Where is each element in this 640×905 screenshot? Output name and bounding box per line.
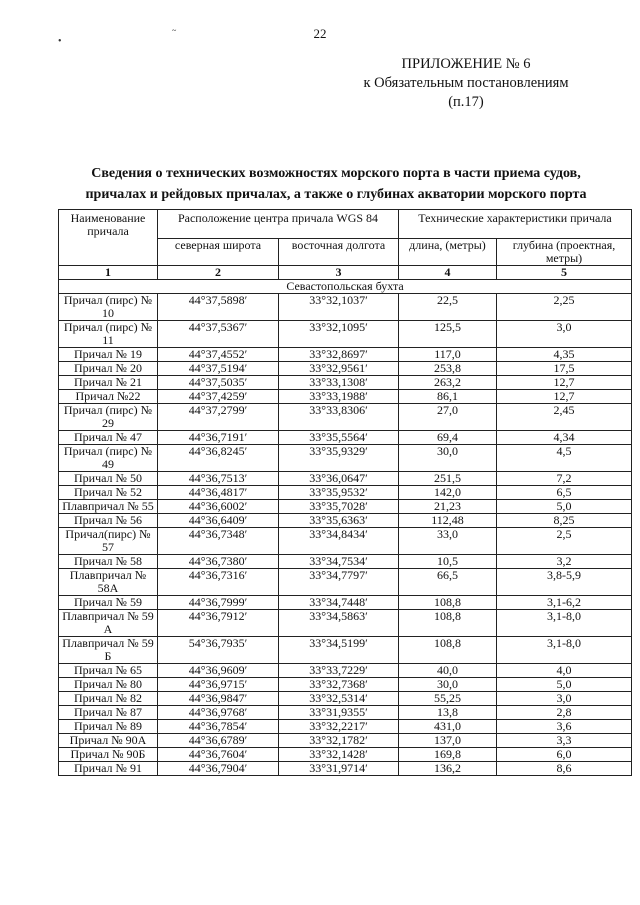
berths-table (58, 209, 632, 776)
latitude: 44°37,5035′ (158, 376, 279, 390)
table-row (59, 692, 632, 706)
berth-name: Причал № 19 (59, 348, 158, 362)
length: 27,0 (399, 404, 497, 431)
berth-name: Причал (пирс) № 49 (59, 445, 158, 472)
header-length: длина, (метры) (399, 239, 497, 266)
depth: 3,6 (497, 720, 632, 734)
scan-speck: ~ (172, 26, 177, 35)
longitude: 33°31,9714′ (279, 762, 399, 776)
depth: 4,5 (497, 445, 632, 472)
berth-name: Причал № 58 (59, 555, 158, 569)
depth: 4,35 (497, 348, 632, 362)
section-heading: Севастопольская бухта (59, 280, 632, 294)
longitude: 33°32,9561′ (279, 362, 399, 376)
berth-name: Причал № 65 (59, 664, 158, 678)
longitude: 33°34,7797′ (279, 569, 399, 596)
berth-name: Причал № 82 (59, 692, 158, 706)
title-line-1: Сведения о технических возможностях морского порта в части приема судов, (91, 166, 581, 181)
length: 125,5 (399, 321, 497, 348)
berth-name: Причал №22 (59, 390, 158, 404)
berth-name: Причал № 90А (59, 734, 158, 748)
longitude: 33°35,9532′ (279, 486, 399, 500)
berth-name: Причал № 52 (59, 486, 158, 500)
column-number: 2 (158, 266, 279, 280)
depth: 3,0 (497, 321, 632, 348)
depth: 12,7 (497, 390, 632, 404)
table-row (59, 706, 632, 720)
longitude: 33°35,9329′ (279, 445, 399, 472)
table-row (59, 596, 632, 610)
berth-name: Причал № 20 (59, 362, 158, 376)
berth-name: Причал № 21 (59, 376, 158, 390)
longitude: 33°33,7229′ (279, 664, 399, 678)
depth: 3,0 (497, 692, 632, 706)
column-number: 1 (59, 266, 158, 280)
longitude: 33°34,8434′ (279, 528, 399, 555)
table-row (59, 445, 632, 472)
latitude: 44°36,7999′ (158, 596, 279, 610)
berth-name: Причал № 89 (59, 720, 158, 734)
length: 108,8 (399, 610, 497, 637)
length: 108,8 (399, 637, 497, 664)
table-row (59, 514, 632, 528)
length: 169,8 (399, 748, 497, 762)
latitude: 44°36,7854′ (158, 720, 279, 734)
length: 40,0 (399, 664, 497, 678)
length: 69,4 (399, 431, 497, 445)
berth-name: Причал № 91 (59, 762, 158, 776)
length: 251,5 (399, 472, 497, 486)
table-row (59, 404, 632, 431)
latitude: 44°36,4817′ (158, 486, 279, 500)
longitude: 33°34,7448′ (279, 596, 399, 610)
length: 86,1 (399, 390, 497, 404)
depth: 3,3 (497, 734, 632, 748)
table-row (59, 486, 632, 500)
latitude: 44°36,7191′ (158, 431, 279, 445)
length: 142,0 (399, 486, 497, 500)
table-row (59, 637, 632, 664)
berth-name: Причал(пирс) № 57 (59, 528, 158, 555)
depth: 2,45 (497, 404, 632, 431)
latitude: 44°36,7912′ (158, 610, 279, 637)
length: 10,5 (399, 555, 497, 569)
latitude: 44°37,5898′ (158, 294, 279, 321)
latitude: 44°36,7316′ (158, 569, 279, 596)
length: 13,8 (399, 706, 497, 720)
berth-name: Причал (пирс) № 10 (59, 294, 158, 321)
length: 117,0 (399, 348, 497, 362)
latitude: 44°37,4552′ (158, 348, 279, 362)
annex-subtitle: к Обязательным постановлениям (363, 75, 569, 91)
header-depth: глубина (проектная, метры) (497, 239, 632, 266)
length: 431,0 (399, 720, 497, 734)
berth-name: Причал № 56 (59, 514, 158, 528)
table-row (59, 348, 632, 362)
title-line-2: причалах и рейдовых причалах, а также о глубинах акватории морского порта (85, 187, 587, 202)
latitude: 44°36,7380′ (158, 555, 279, 569)
latitude: 44°36,7513′ (158, 472, 279, 486)
latitude: 44°36,8245′ (158, 445, 279, 472)
berth-name: Плавпричал № 59 А (59, 610, 158, 637)
table-row (59, 720, 632, 734)
depth: 5,0 (497, 500, 632, 514)
table-row (59, 500, 632, 514)
table-row (59, 610, 632, 637)
longitude: 33°35,6363′ (279, 514, 399, 528)
header-lat: северная широта (158, 239, 279, 266)
header-specs: Технические характеристики причала (399, 210, 632, 239)
table-row (59, 678, 632, 692)
page-number: 22 (313, 26, 327, 41)
berth-name: Причал (пирс) № 11 (59, 321, 158, 348)
latitude: 44°36,6789′ (158, 734, 279, 748)
length: 108,8 (399, 596, 497, 610)
berth-name: Причал № 59 (59, 596, 158, 610)
latitude: 44°37,2799′ (158, 404, 279, 431)
latitude: 44°36,9768′ (158, 706, 279, 720)
depth: 12,7 (497, 376, 632, 390)
table-row (59, 376, 632, 390)
table-row (59, 569, 632, 596)
column-number: 5 (497, 266, 632, 280)
longitude: 33°33,8306′ (279, 404, 399, 431)
berth-name: Причал № 90Б (59, 748, 158, 762)
depth: 2,8 (497, 706, 632, 720)
table-row (59, 734, 632, 748)
table-row (59, 762, 632, 776)
length: 136,2 (399, 762, 497, 776)
longitude: 33°36,0647′ (279, 472, 399, 486)
latitude: 44°37,4259′ (158, 390, 279, 404)
latitude: 44°36,7904′ (158, 762, 279, 776)
latitude: 44°36,9609′ (158, 664, 279, 678)
latitude: 44°37,5367′ (158, 321, 279, 348)
latitude: 44°36,7348′ (158, 528, 279, 555)
longitude: 33°32,1095′ (279, 321, 399, 348)
longitude: 33°34,5863′ (279, 610, 399, 637)
depth: 3,8-5,9 (497, 569, 632, 596)
table-row (59, 362, 632, 376)
depth: 6,5 (497, 486, 632, 500)
berth-name: Причал № 47 (59, 431, 158, 445)
length: 22,5 (399, 294, 497, 321)
depth: 4,0 (497, 664, 632, 678)
length: 30,0 (399, 678, 497, 692)
latitude: 44°36,9715′ (158, 678, 279, 692)
depth: 8,6 (497, 762, 632, 776)
depth: 7,2 (497, 472, 632, 486)
depth: 2,25 (497, 294, 632, 321)
longitude: 33°32,1782′ (279, 734, 399, 748)
scan-speck: • (58, 36, 62, 47)
longitude: 33°32,7368′ (279, 678, 399, 692)
document-title (48, 163, 624, 205)
longitude: 33°32,5314′ (279, 692, 399, 706)
table-row (59, 555, 632, 569)
header-location: Расположение центра причала WGS 84 (158, 210, 399, 239)
berth-name: Причал № 87 (59, 706, 158, 720)
length: 112,48 (399, 514, 497, 528)
berth-name: Причал № 80 (59, 678, 158, 692)
longitude: 33°35,5564′ (279, 431, 399, 445)
depth: 17,5 (497, 362, 632, 376)
longitude: 33°33,1308′ (279, 376, 399, 390)
longitude: 33°33,1988′ (279, 390, 399, 404)
latitude: 44°36,6409′ (158, 514, 279, 528)
depth: 2,5 (497, 528, 632, 555)
length: 33,0 (399, 528, 497, 555)
header-lon: восточная долгота (279, 239, 399, 266)
latitude: 44°36,6002′ (158, 500, 279, 514)
longitude: 33°32,8697′ (279, 348, 399, 362)
table-row (59, 321, 632, 348)
latitude: 44°36,9847′ (158, 692, 279, 706)
depth: 3,1-6,2 (497, 596, 632, 610)
longitude: 33°32,1428′ (279, 748, 399, 762)
depth: 3,2 (497, 555, 632, 569)
table-row (59, 472, 632, 486)
table-row (59, 748, 632, 762)
longitude: 33°34,7534′ (279, 555, 399, 569)
longitude: 33°32,1037′ (279, 294, 399, 321)
header-name: Наименование причала (59, 210, 158, 266)
depth: 5,0 (497, 678, 632, 692)
longitude: 33°35,7028′ (279, 500, 399, 514)
length: 30,0 (399, 445, 497, 472)
depth: 6,0 (497, 748, 632, 762)
depth: 4,34 (497, 431, 632, 445)
length: 21,23 (399, 500, 497, 514)
column-number: 3 (279, 266, 399, 280)
berth-name: Причал № 50 (59, 472, 158, 486)
table-row (59, 294, 632, 321)
table-row (59, 664, 632, 678)
latitude: 44°37,5194′ (158, 362, 279, 376)
length: 253,8 (399, 362, 497, 376)
depth: 3,1-8,0 (497, 610, 632, 637)
depth: 3,1-8,0 (497, 637, 632, 664)
table-body (59, 280, 632, 776)
table-row (59, 528, 632, 555)
depth: 8,25 (497, 514, 632, 528)
berth-name: Плавпричал № 58А (59, 569, 158, 596)
longitude: 33°32,2217′ (279, 720, 399, 734)
table-row (59, 390, 632, 404)
column-number: 4 (399, 266, 497, 280)
length: 137,0 (399, 734, 497, 748)
latitude: 54°36,7935′ (158, 637, 279, 664)
annex-paragraph: (п.17) (448, 94, 484, 110)
longitude: 33°34,5199′ (279, 637, 399, 664)
berth-name: Причал (пирс) № 29 (59, 404, 158, 431)
berth-name: Плавпричал № 59 Б (59, 637, 158, 664)
latitude: 44°36,7604′ (158, 748, 279, 762)
table-row (59, 431, 632, 445)
annex-header (330, 55, 602, 112)
length: 55,25 (399, 692, 497, 706)
annex-title: ПРИЛОЖЕНИЕ № 6 (401, 56, 531, 72)
length: 263,2 (399, 376, 497, 390)
longitude: 33°31,9355′ (279, 706, 399, 720)
length: 66,5 (399, 569, 497, 596)
berth-name: Плавпричал № 55 (59, 500, 158, 514)
